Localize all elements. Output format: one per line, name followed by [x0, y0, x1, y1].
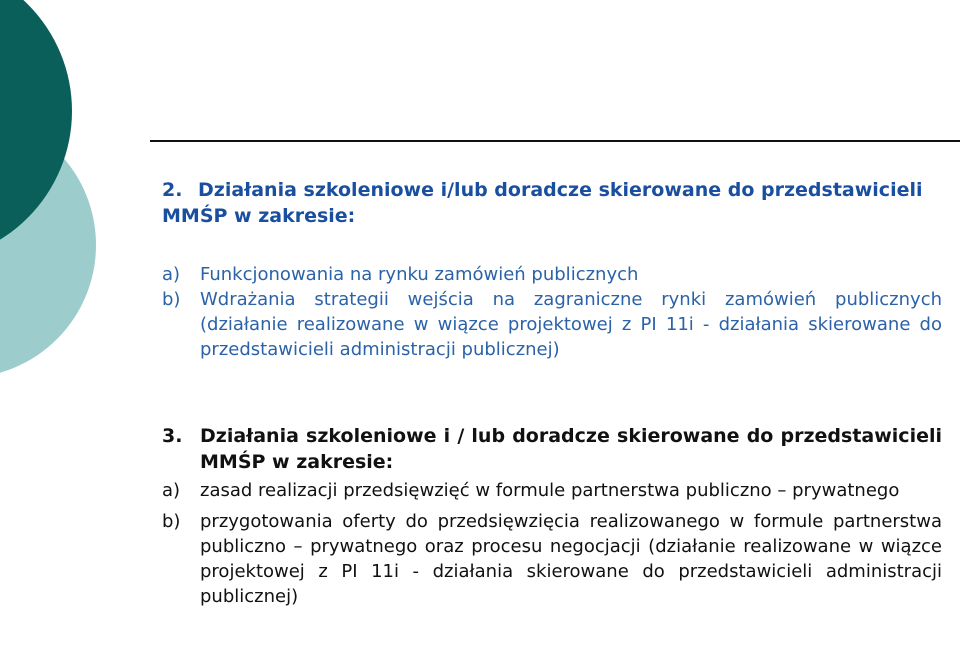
- section-3-heading: [162, 423, 942, 475]
- list-marker: b): [162, 289, 181, 310]
- list-item-text: Funkcjonowania na rynku zamówień publicznych: [200, 264, 639, 285]
- section-2-number: 2.: [162, 179, 183, 201]
- title-divider: [150, 140, 960, 142]
- list-item: [162, 478, 942, 503]
- section-3-title: Działania szkoleniowe i / lub doradcze skierowane do przedstawicieli MMŚP w zakresie:: [200, 425, 942, 473]
- list-item: [162, 509, 942, 609]
- list-marker: b): [162, 511, 181, 532]
- section-2-title: Działania szkoleniowe i/lub doradcze skierowane do przedstawicieli MMŚP w zakresie:: [162, 179, 923, 227]
- section-2-list: [162, 262, 942, 362]
- list-item-text: przygotowania oferty do przedsięwzięcia realizowanego w formule partnerstwa publiczno – prywatnego oraz procesu negocjacji (działanie realizowane w wiązce projektowej z PI 11i - działania skierowane do przedstawicieli administracji publicznej): [200, 511, 942, 607]
- list-item: [162, 287, 942, 362]
- section-3-number: 3.: [162, 425, 183, 447]
- section-2-heading: [162, 177, 942, 229]
- list-item-text: zasad realizacji przedsięwzięć w formule partnerstwa publiczno – prywatnego: [200, 480, 900, 501]
- section-3-heading-row: [162, 423, 942, 475]
- list-item: [162, 262, 942, 287]
- list-item-text: Wdrażania strategii wejścia na zagraniczne rynki zamówień publicznych (działanie realizowane w wiązce projektowej z PI 11i - działania skierowane do przedstawicieli administracji publicznej): [200, 289, 942, 360]
- section-3-list: [162, 478, 942, 609]
- list-marker: a): [162, 264, 181, 285]
- list-marker: a): [162, 480, 181, 501]
